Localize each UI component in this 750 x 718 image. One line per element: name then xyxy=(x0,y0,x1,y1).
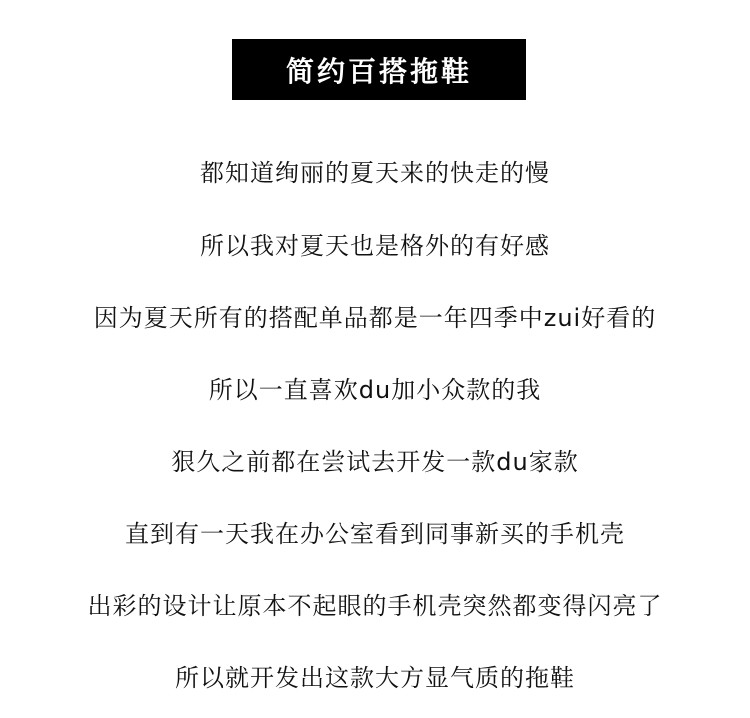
text-line-1: 都知道绚丽的夏天来的快走的慢 xyxy=(200,159,550,187)
text-line-3: 因为夏天所有的搭配单品都是一年四季中zui好看的 xyxy=(93,304,657,332)
text-line-8: 所以就开发出这款大方显气质的拖鞋 xyxy=(175,664,575,692)
page-title: 简约百搭拖鞋 xyxy=(285,54,472,88)
text-line-7: 出彩的设计让原本不起眼的手机壳突然都变得闪亮了 xyxy=(87,592,663,620)
text-line-4: 所以一直喜欢du加小众款的我 xyxy=(208,376,542,404)
text-line-6: 直到有一天我在办公室看到同事新买的手机壳 xyxy=(125,520,625,548)
text-line-5: 狠久之前都在尝试去开发一款du家款 xyxy=(171,448,579,476)
text-line-2: 所以我对夏天也是格外的有好感 xyxy=(200,232,550,260)
